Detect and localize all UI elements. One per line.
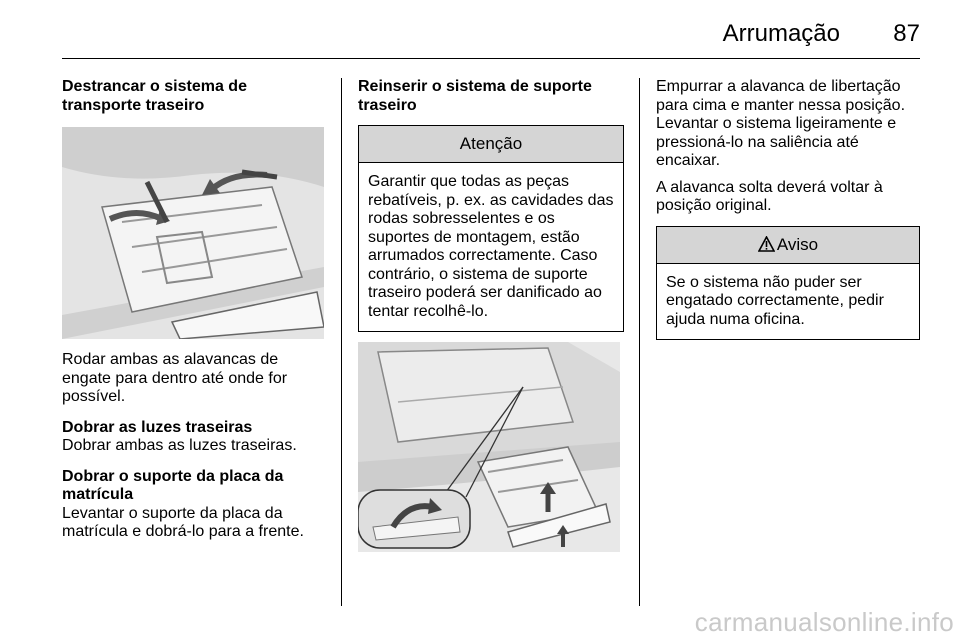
column-2	[358, 78, 624, 552]
section-heading-plate-support: Dobrar o suporte da placa da matrícula	[62, 467, 284, 503]
page-title: Arrumação	[722, 20, 840, 47]
page-header	[62, 14, 920, 59]
instruction-rotate-levers: Rodar ambas as alavancas de engate para dentro até onde for possível.	[62, 351, 288, 405]
column-divider-2	[639, 78, 640, 606]
column-1	[62, 78, 328, 542]
instruction-lever-returns: A alavanca solta deverá voltar à posição original.	[656, 178, 883, 214]
instruction-fold-plate-support: Levantar o suporte da placa da matrícula e dobrá-lo para a frente.	[62, 504, 304, 540]
attention-box	[358, 125, 624, 332]
warning-triangle-icon	[758, 236, 775, 252]
attention-text: Garantir que todas as peças rebatíveis, p. ex. as cavidades das rodas sobresselentes e os suportes de montagem, estão arrumados correctamente. Caso contrário, o sistema de suporte traseiro poderá ser danificado ao tentar recolhê-lo.	[368, 173, 614, 320]
section-heading-reinsert: Reinserir o sistema de suporte traseiro	[358, 78, 592, 114]
watermark: carmanualsonline.info	[694, 607, 954, 637]
warning-title: Aviso	[776, 234, 819, 254]
warning-header	[657, 227, 919, 264]
page-number: 87	[893, 20, 920, 47]
column-divider-1	[341, 78, 342, 606]
instruction-fold-taillights: Dobrar ambas as luzes traseiras.	[62, 437, 297, 454]
illustration-release-levers	[62, 127, 324, 339]
section-heading-taillights: Dobrar as luzes traseiras	[62, 418, 253, 436]
section-heading-unlock: Destrancar o sistema de transporte traseiro	[62, 78, 247, 114]
attention-title: Atenção	[359, 126, 623, 163]
warning-text: Se o sistema não puder ser engatado correctamente, pedir ajuda numa oficina.	[666, 273, 884, 328]
instruction-push-lever: Empurrar a alavanca de libertação para cima e manter nessa posição. Levantar o sistema ligeiramente e pressioná-lo na saliência até encaixar.	[656, 78, 906, 169]
illustration-reinsert-carrier	[358, 342, 620, 552]
column-3	[656, 78, 920, 340]
warning-box	[656, 226, 920, 341]
